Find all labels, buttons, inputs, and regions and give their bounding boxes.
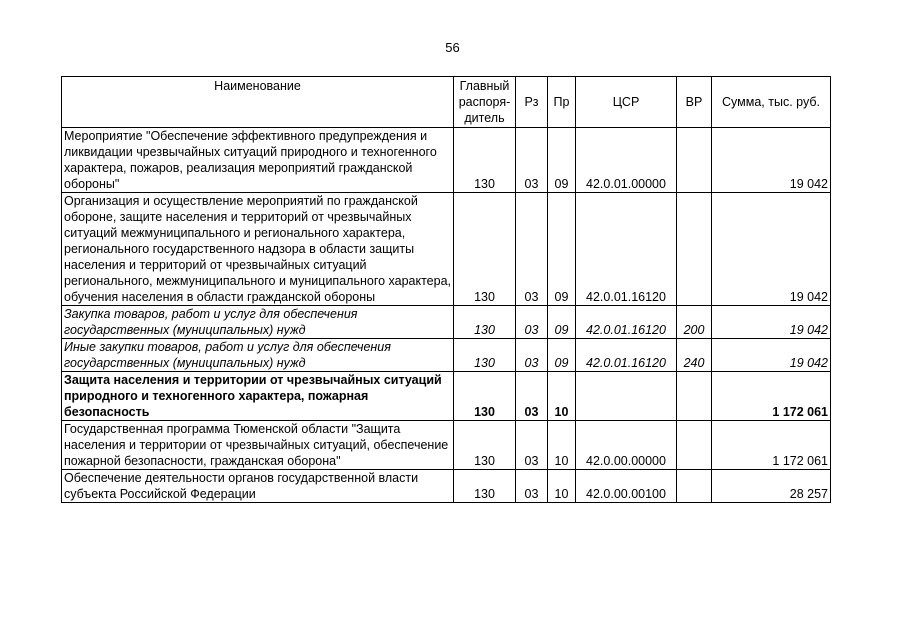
row-csr: 42.0.01.00000 [576, 128, 677, 193]
row-glavny: 130 [454, 193, 516, 306]
row-csr: 42.0.00.00000 [576, 421, 677, 470]
row-vr [677, 193, 712, 306]
row-rz: 03 [516, 193, 548, 306]
row-pr: 09 [548, 193, 576, 306]
row-glavny: 130 [454, 128, 516, 193]
header-rz: Рз [516, 77, 548, 128]
row-vr: 200 [677, 306, 712, 339]
header-pr: Пр [548, 77, 576, 128]
table-header-row [62, 77, 831, 128]
table-row [62, 193, 831, 306]
table-row [62, 372, 831, 421]
row-sum: 19 042 [712, 128, 831, 193]
row-csr: 42.0.01.16120 [576, 339, 677, 372]
row-rz: 03 [516, 421, 548, 470]
row-name: Защита населения и территории от чрезвычайных ситуаций природного и техногенного характера, пожарная безопасность [62, 372, 454, 421]
header-csr: ЦСР [576, 77, 677, 128]
header-glavny: Главный распоря-дитель [454, 77, 516, 128]
budget-table [61, 76, 831, 503]
row-rz: 03 [516, 372, 548, 421]
row-rz: 03 [516, 306, 548, 339]
header-sum: Сумма, тыс. руб. [712, 77, 831, 128]
row-name: Закупка товаров, работ и услуг для обеспечения государственных (муниципальных) нужд [62, 306, 454, 339]
table-row [62, 306, 831, 339]
row-pr: 09 [548, 306, 576, 339]
row-glavny: 130 [454, 470, 516, 503]
row-sum: 1 172 061 [712, 372, 831, 421]
row-vr [677, 470, 712, 503]
row-glavny: 130 [454, 421, 516, 470]
header-name: Наименование [62, 77, 454, 128]
row-vr: 240 [677, 339, 712, 372]
row-csr: 42.0.00.00100 [576, 470, 677, 503]
row-sum: 1 172 061 [712, 421, 831, 470]
row-name: Иные закупки товаров, работ и услуг для обеспечения государственных (муниципальных) нужд [62, 339, 454, 372]
header-vr: ВР [677, 77, 712, 128]
row-vr [677, 421, 712, 470]
row-rz: 03 [516, 339, 548, 372]
row-csr: 42.0.01.16120 [576, 306, 677, 339]
row-glavny: 130 [454, 339, 516, 372]
table-row [62, 128, 831, 193]
row-csr [576, 372, 677, 421]
row-sum: 28 257 [712, 470, 831, 503]
row-pr: 10 [548, 372, 576, 421]
row-vr [677, 372, 712, 421]
row-name: Мероприятие "Обеспечение эффективного предупреждения и ликвидации чрезвычайных ситуаций природного и техногенного характера, пожаров, реализация мероприятий гражданской обороны" [62, 128, 454, 193]
table-row [62, 339, 831, 372]
row-name: Организация и осуществление мероприятий по гражданской обороне, защите населения и территорий от чрезвычайных ситуаций межмуниципального и регионального характера, регионального государственного надзора в области защиты населения и территорий от чрезвычайных ситуаций регионального, межмуниципального и муниципального характера, обучения населения в области гражданской обороны [62, 193, 454, 306]
row-pr: 10 [548, 470, 576, 503]
row-sum: 19 042 [712, 193, 831, 306]
row-name: Обеспечение деятельности органов государственной власти субъекта Российской Федерации [62, 470, 454, 503]
row-glavny: 130 [454, 372, 516, 421]
row-name: Государственная программа Тюменской области "Защита населения и территории от чрезвычайных ситуаций, обеспечение пожарной безопасности, гражданская оборона" [62, 421, 454, 470]
row-pr: 09 [548, 339, 576, 372]
row-sum: 19 042 [712, 339, 831, 372]
row-sum: 19 042 [712, 306, 831, 339]
table-row [62, 470, 831, 503]
row-rz: 03 [516, 470, 548, 503]
row-pr: 10 [548, 421, 576, 470]
row-rz: 03 [516, 128, 548, 193]
row-vr [677, 128, 712, 193]
row-glavny: 130 [454, 306, 516, 339]
row-pr: 09 [548, 128, 576, 193]
page-number: 56 [445, 40, 460, 55]
table-row [62, 421, 831, 470]
row-csr: 42.0.01.16120 [576, 193, 677, 306]
